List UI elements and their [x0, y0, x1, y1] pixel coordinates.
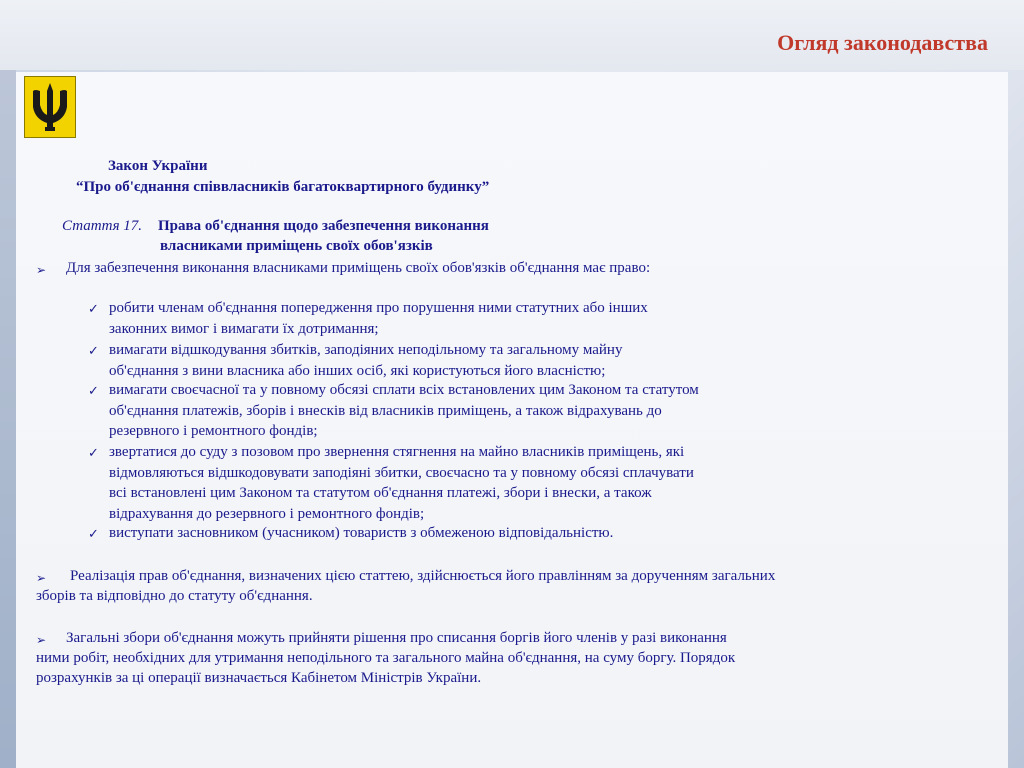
intro-text: Для забезпечення виконання власниками приміщень своїх обов'язків об'єднання має право:	[66, 260, 651, 276]
checkmark-icon: ✓	[88, 384, 99, 399]
para2-line-2: зборів та відповідно до статуту об'єднання.	[36, 588, 313, 604]
right-item-line: відрахування до резервного і ремонтного фондів;	[109, 505, 425, 522]
para3-line-2: ними робіт, необхідних для утримання неподільного та загального майна об'єднання, на суму боргу. Порядок	[36, 650, 736, 666]
right-item-line: об'єднання з вини власника або інших осіб, які користуються його власністю;	[109, 362, 606, 379]
article-title-1: Права об'єднання щодо забезпечення виконання	[158, 218, 489, 234]
right-item-line: всі встановлені цим Законом та статутом об'єднання платежі, збори і внески, а також	[109, 485, 652, 501]
right-item-line: законних вимог і вимагати їх дотримання;	[109, 320, 379, 337]
para3-line-3: розрахунків за ці операції визначається Кабінетом Міністрів України.	[36, 670, 482, 686]
arrow-bullet-icon: ➢	[36, 571, 47, 585]
right-item-line: відмовляються відшкодовувати заподіяні збитки, своєчасно та у повному обсязі сплачувати	[109, 464, 694, 481]
right-item-line: звертатися до суду з позовом про звернення стягнення на майно власників приміщень, які	[109, 444, 685, 460]
para2-line-1: Реалізація прав об'єднання, визначених цією статтею, здійснюється його правлінням за дорученням загальних	[70, 568, 776, 584]
right-item-line: робити членам об'єднання попередження про порушення ними статутних або інших	[109, 300, 648, 316]
right-item-line: вимагати відшкодування збитків, заподіяних неподільному та загальному майну	[109, 342, 623, 358]
checkmark-icon: ✓	[88, 527, 99, 542]
article-title-2: власниками приміщень своїх обов'язків	[160, 238, 433, 254]
arrow-bullet-icon: ➢	[36, 633, 47, 647]
law-line-1: Закон України	[108, 158, 208, 174]
arrow-bullet-icon: ➢	[36, 263, 47, 277]
checkmark-icon: ✓	[88, 446, 99, 461]
slide-title: Огляд законодавства	[777, 30, 988, 55]
checkmark-icon: ✓	[88, 344, 99, 359]
law-line-2: “Про об'єднання співвласників багатоквартирного будинку”	[76, 179, 490, 195]
right-item-line: виступати засновником (учасником) товариств з обмеженою відповідальністю.	[109, 525, 614, 541]
right-item-line: резервного і ремонтного фондів;	[109, 423, 318, 439]
right-item-line: вимагати своєчасної та у повному обсязі сплати всіх встановлених цим Законом та статутом	[109, 382, 699, 398]
para3-line-1: Загальні збори об'єднання можуть прийняти рішення про списання боргів його членів у разі виконання	[66, 630, 727, 646]
article-label: Стаття 17.	[62, 218, 143, 234]
checkmark-icon: ✓	[88, 302, 99, 317]
right-item-line: об'єднання платежів, зборів і внесків від власників приміщень, а також відрахувань до	[109, 402, 662, 419]
